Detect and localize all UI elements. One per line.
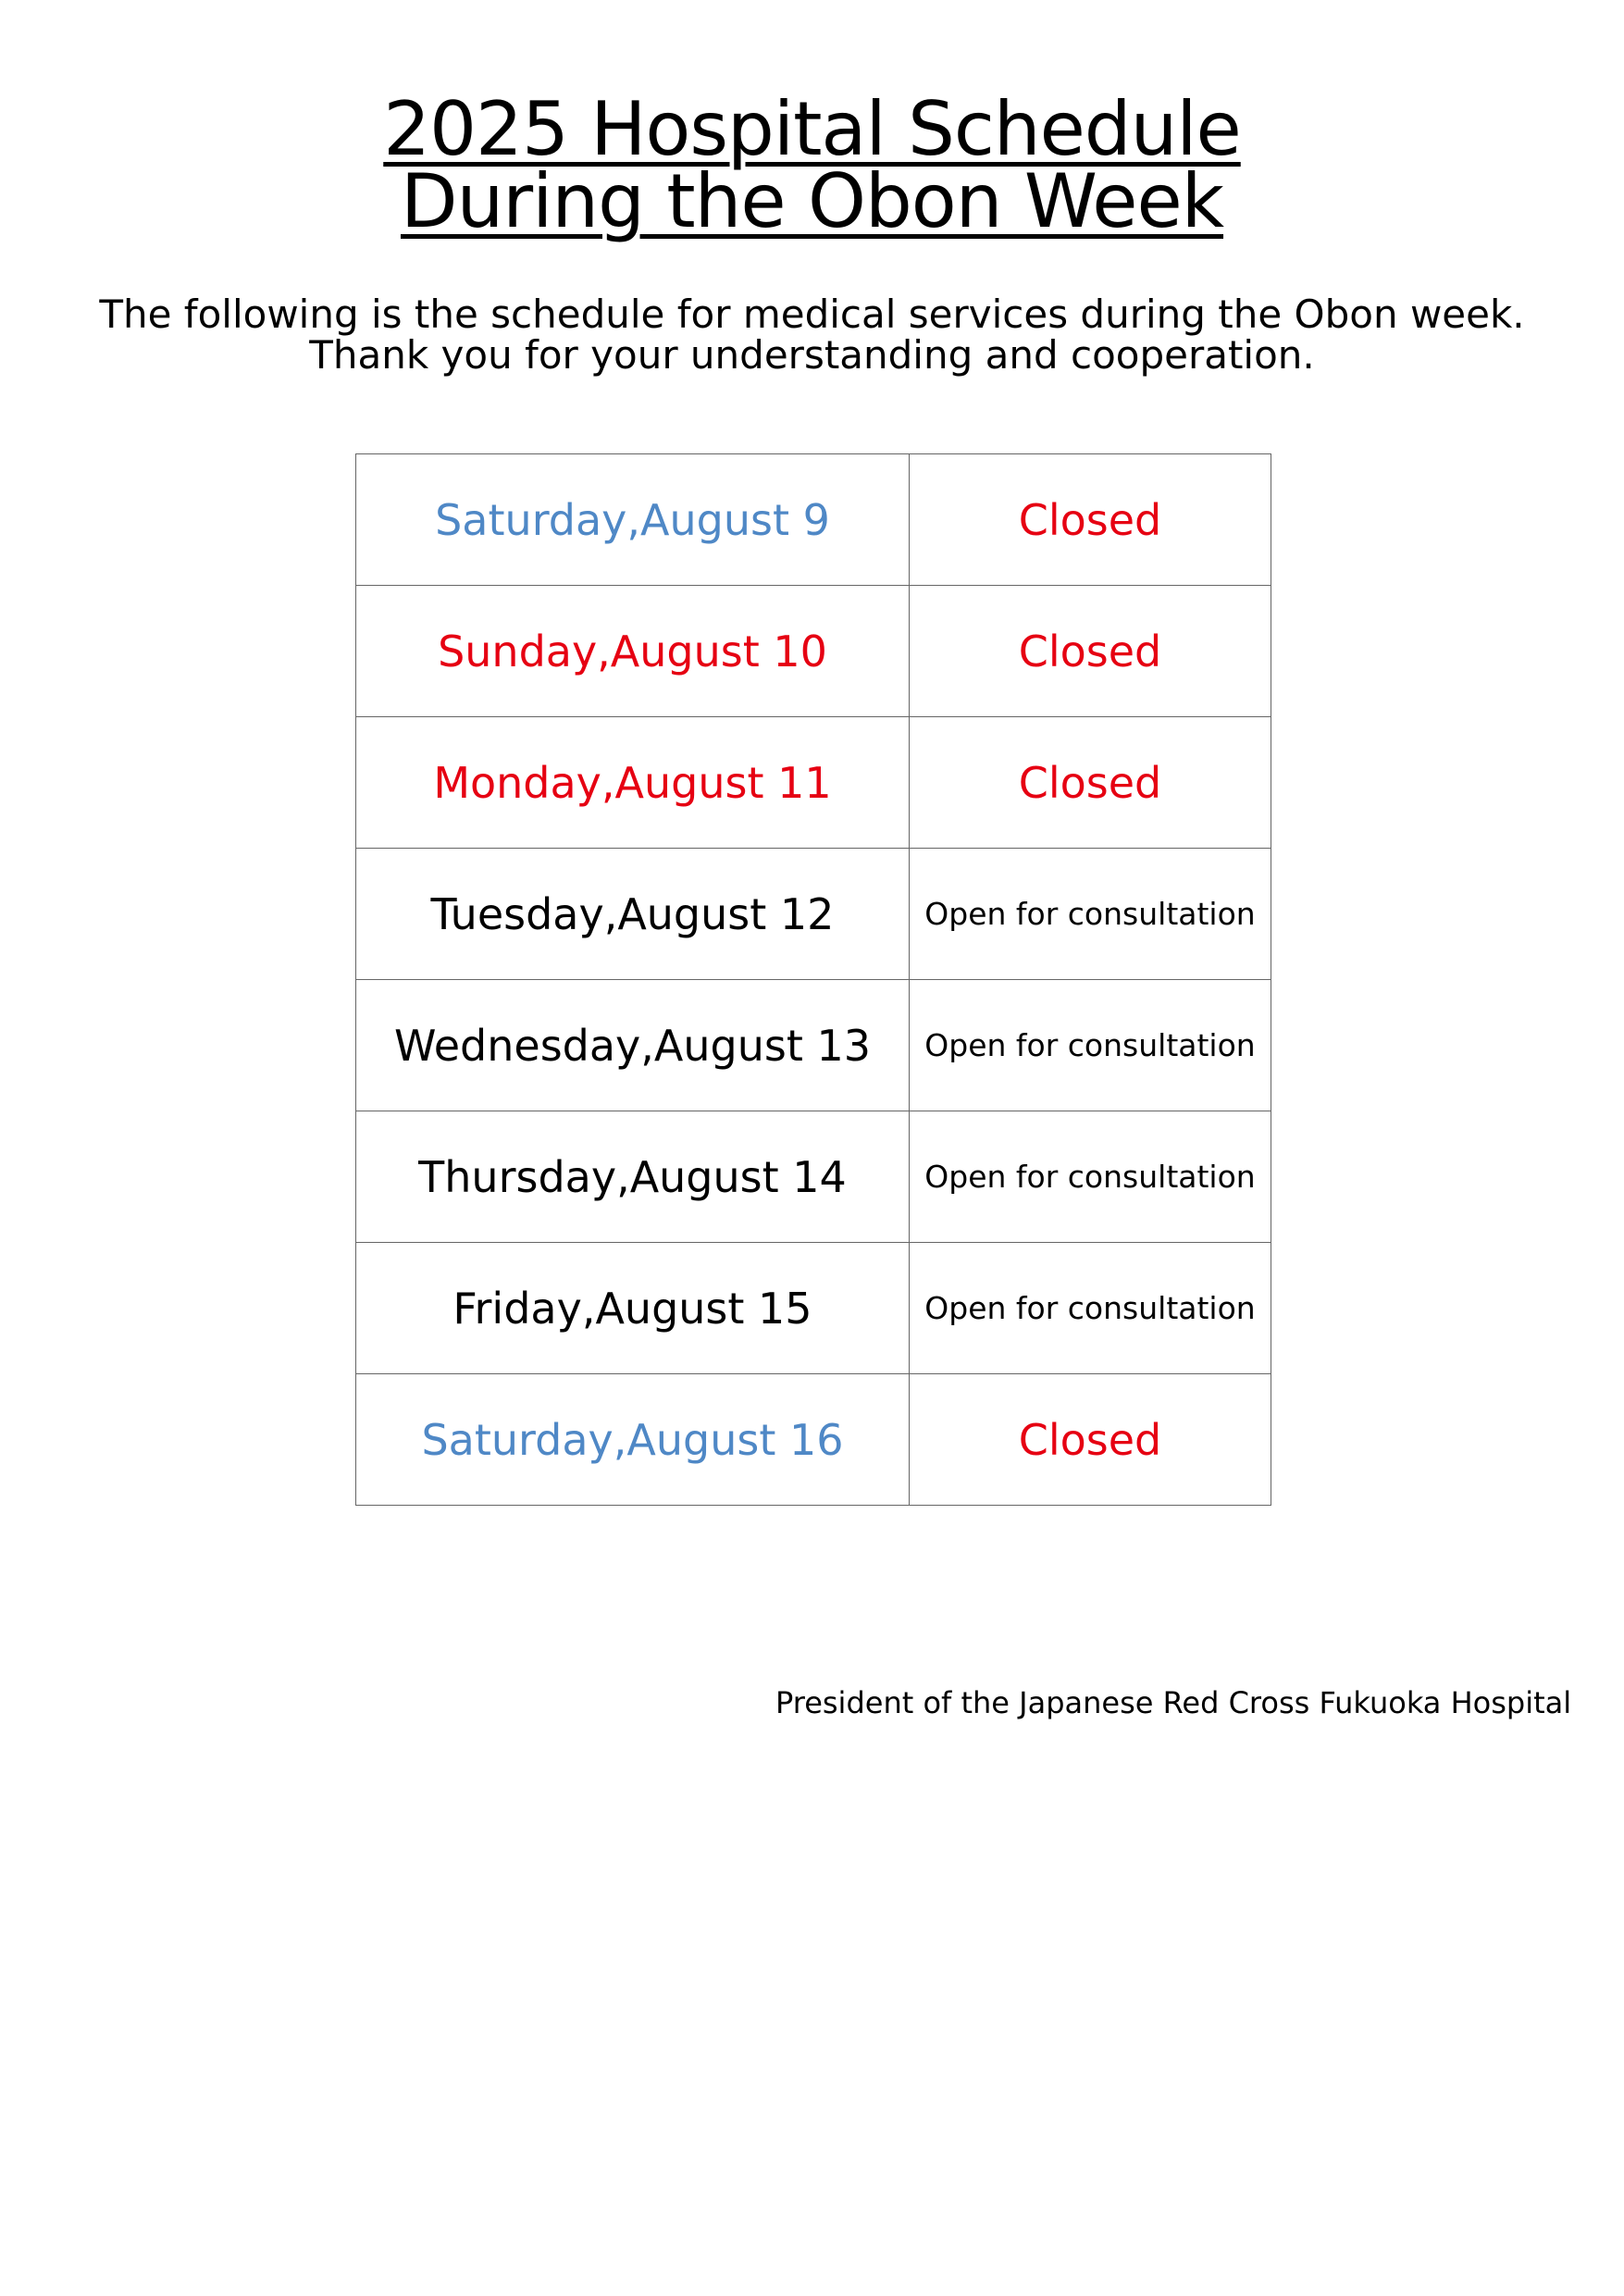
- schedule-date: Tuesday,August 12: [356, 849, 910, 980]
- signature: President of the Japanese Red Cross Fukuoka Hospital: [775, 1685, 1572, 1720]
- schedule-row: [356, 849, 1271, 980]
- schedule-date: Wednesday,August 13: [356, 980, 910, 1111]
- page-title-line-2: During the Obon Week: [400, 158, 1224, 244]
- schedule-date: Saturday,August 9: [356, 454, 910, 586]
- schedule-status: Open for consultation: [910, 980, 1271, 1111]
- page-title-line-1: 2025 Hospital Schedule: [383, 86, 1241, 172]
- schedule-row: [356, 586, 1271, 717]
- schedule-date: Saturday,August 16: [356, 1374, 910, 1506]
- schedule-table: [355, 453, 1271, 1506]
- schedule-status: Open for consultation: [910, 1111, 1271, 1243]
- schedule-row: [356, 454, 1271, 586]
- schedule-date: Friday,August 15: [356, 1243, 910, 1374]
- schedule-row: [356, 980, 1271, 1111]
- schedule-date: Monday,August 11: [356, 717, 910, 849]
- schedule-status: Closed: [910, 717, 1271, 849]
- schedule-status: Closed: [910, 586, 1271, 717]
- schedule-date: Thursday,August 14: [356, 1111, 910, 1243]
- schedule-row: [356, 717, 1271, 849]
- schedule-row: [356, 1374, 1271, 1506]
- intro-text-line-2: Thank you for your understanding and cooperation.: [309, 332, 1315, 378]
- intro-text-line-1: The following is the schedule for medical services during the Obon week.: [99, 292, 1525, 337]
- schedule-status: Open for consultation: [910, 1243, 1271, 1374]
- schedule-date: Sunday,August 10: [356, 586, 910, 717]
- schedule-status: Closed: [910, 454, 1271, 586]
- schedule-row: [356, 1111, 1271, 1243]
- schedule-status: Open for consultation: [910, 849, 1271, 980]
- schedule-row: [356, 1243, 1271, 1374]
- schedule-status: Closed: [910, 1374, 1271, 1506]
